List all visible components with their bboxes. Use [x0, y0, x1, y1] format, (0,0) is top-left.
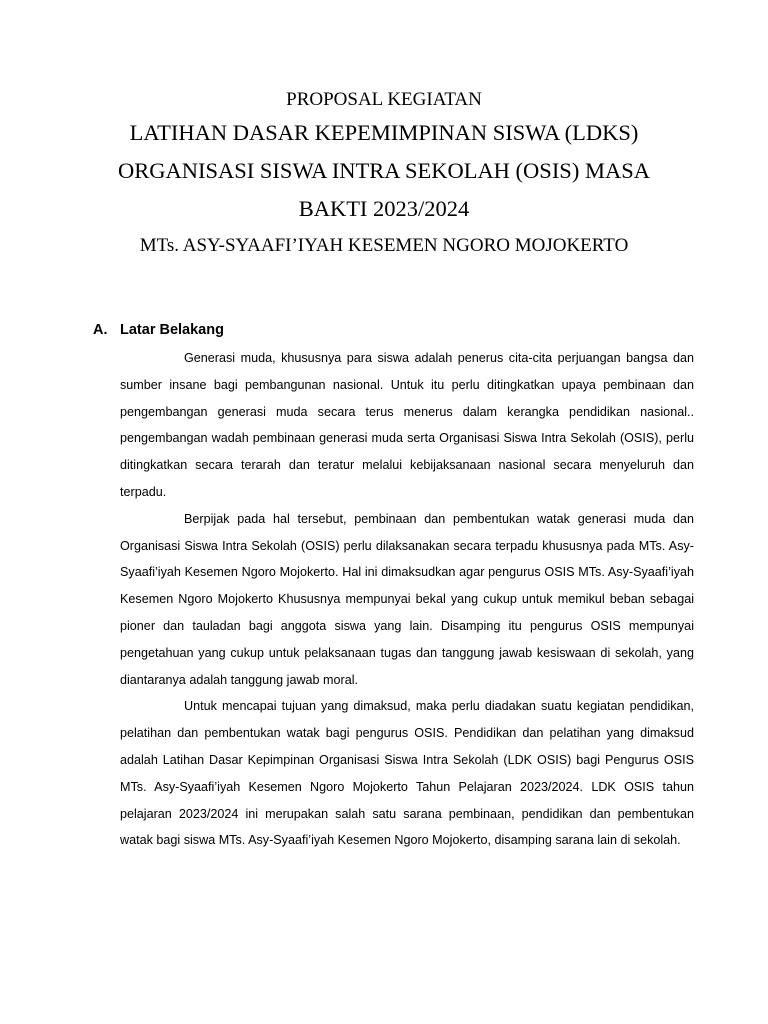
title-line-proposal: PROPOSAL KEGIATAN — [286, 89, 482, 110]
section-background — [93, 319, 694, 854]
section-heading — [93, 319, 694, 341]
document-title — [0, 86, 768, 260]
paragraph: Berpijak pada hal tersebut, pembinaan dan pembentukan watak generasi muda dan Organisasi Siswa Intra Sekolah (OSIS) perlu dilaksanakan secara terpadu khususnya pada MTs. Asy-Syaafi’iyah Kesemen Ngoro Mojokerto. Hal ini dimaksudkan agar pengurus OSIS MTs. Asy-Syaafi’iyah Kesemen Ngoro Mojokerto Khususnya mempunyai bekal yang cukup untuk memikul beban sebagai pioner dan tauladan bagi anggota siswa yang lain. Disamping itu pengurus OSIS mempunyai pengetahuan yang cukup untuk pelaksanaan tugas dan tanggung jawab kesiswaan di sekolah, yang diantaranya adalah tanggung jawab moral. — [120, 511, 694, 687]
section-letter: A. — [93, 322, 108, 338]
title-line-organization: ORGANISASI SISWA INTRA SEKOLAH (OSIS) MASA — [118, 158, 650, 183]
title-line-period: BAKTI 2023/2024 — [298, 196, 470, 221]
section-body — [120, 345, 694, 854]
section-heading-text: Latar Belakang — [120, 322, 224, 338]
paragraph: Untuk mencapai tujuan yang dimaksud, maka perlu diadakan suatu kegiatan pendidikan, pelatihan dan pembentukan watak bagi pengurus OSIS. Pendidikan dan pelatihan yang dimaksud adalah Latihan Dasar Kepimpinan Organisasi Siswa Intra Sekolah (LDK OSIS) bagi Pengurus OSIS MTs. Asy-Syaafi’iyah Kesemen Ngoro Mojokerto Tahun Pelajaran 2023/2024. LDK OSIS tahun pelajaran 2023/2024 ini merupakan salah satu sarana pembinaan, pendidikan dan pembentukan watak bagi siswa MTs. Asy-Syaafi’iyah Kesemen Ngoro Mojokerto, disamping sarana lain di sekolah. — [120, 699, 694, 848]
paragraph: Generasi muda, khususnya para siswa adalah penerus cita-cita perjuangan bangsa dan sumber insane bagi pembangunan nasional. Untuk itu perlu ditingkatkan upaya pembinaan dan pengembangan generasi muda secara terus menerus dalam kerangka pendidikan nasional.. pengembangan wadah pembinaan generasi muda serta Organisasi Siswa Intra Sekolah (OSIS), perlu ditingkatkan secara terarah dan teratur melalui kebijaksanaan nasional secara menyeluruh dan terpadu. — [120, 351, 694, 499]
title-line-school: MTs. ASY-SYAAFI’IYAH KESEMEN NGORO MOJOKERTO — [139, 235, 629, 256]
title-line-activity: LATIHAN DASAR KEPEMIMPINAN SISWA (LDKS) — [129, 120, 639, 145]
